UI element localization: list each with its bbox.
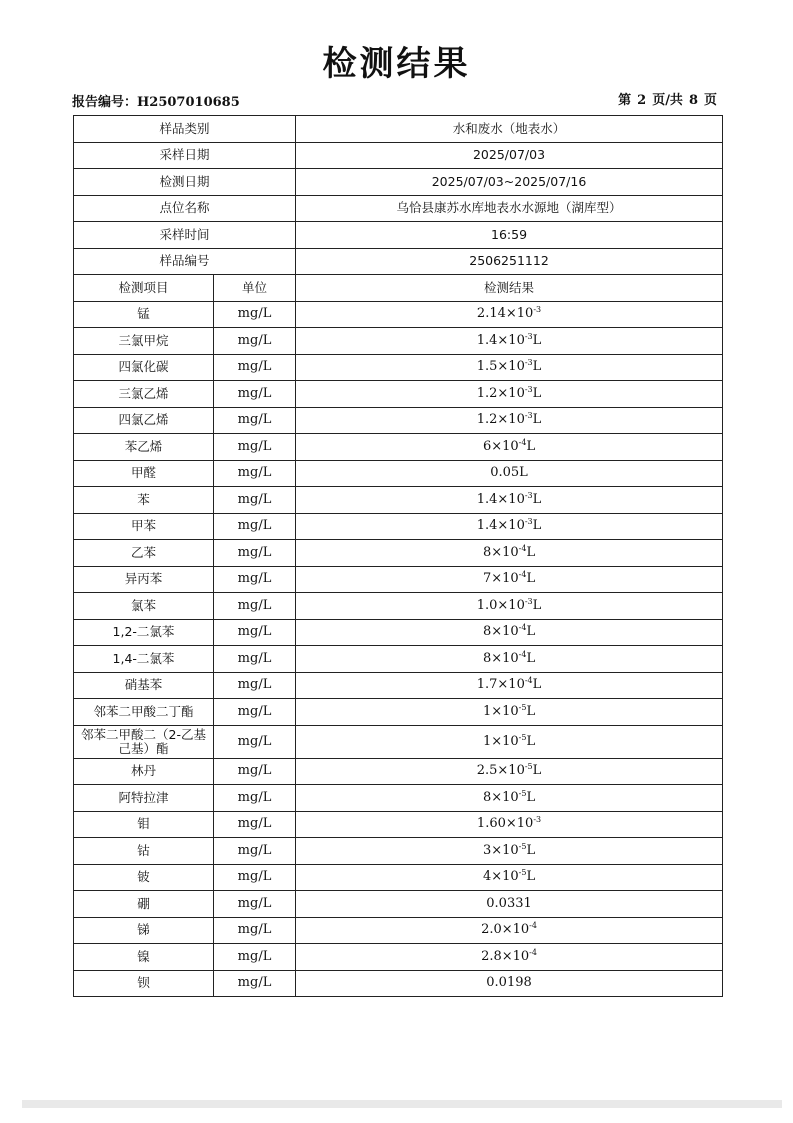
info-label: 样品类别: [74, 116, 296, 143]
result-row: [74, 891, 723, 918]
result-unit: mg/L: [214, 917, 296, 944]
result-row: [74, 838, 723, 865]
info-row: [74, 169, 723, 196]
result-flag: L: [526, 789, 536, 805]
result-flag: L: [526, 869, 536, 885]
result-unit: mg/L: [214, 944, 296, 971]
page-suffix: 页: [703, 93, 717, 108]
result-unit: mg/L: [214, 593, 296, 620]
document-title: 检测结果: [322, 44, 471, 84]
result-row: [74, 513, 723, 540]
result-unit: mg/L: [214, 301, 296, 328]
result-unit: mg/L: [214, 672, 296, 699]
result-mantissa: 4×10: [482, 869, 519, 885]
result-item: 苯: [74, 487, 214, 514]
result-item: 甲苯: [74, 513, 214, 540]
result-flag: L: [532, 518, 542, 534]
result-unit: mg/L: [214, 487, 296, 514]
result-mantissa: 1.60×10: [476, 816, 534, 832]
header-unit: 单位: [214, 275, 296, 302]
result-flag: L: [526, 733, 536, 749]
result-value: [296, 725, 723, 758]
result-mantissa: 1.2×10: [476, 385, 525, 401]
result-table: [73, 115, 723, 997]
result-mantissa: 6×10: [482, 438, 519, 454]
result-exponent: -3: [524, 490, 533, 500]
result-item: 阿特拉津: [74, 785, 214, 812]
info-row: [74, 142, 723, 169]
result-mantissa: 8×10: [482, 624, 519, 640]
info-value: 16:59: [296, 222, 723, 249]
result-value: [296, 646, 723, 673]
result-item: 钡: [74, 970, 214, 997]
result-item: 苯乙烯: [74, 434, 214, 461]
result-value: [296, 513, 723, 540]
result-value: [296, 917, 723, 944]
result-unit: mg/L: [214, 811, 296, 838]
result-exponent: -4: [524, 676, 533, 686]
result-mantissa: 1.7×10: [476, 677, 525, 693]
result-exponent: -3: [533, 815, 542, 825]
info-row: [74, 248, 723, 275]
info-value: 乌恰县康苏水库地表水水源地（湖库型）: [296, 195, 723, 222]
result-item: 邻苯二甲酸二（2-乙基己基）酯: [74, 725, 214, 758]
result-unit: mg/L: [214, 460, 296, 487]
result-unit: mg/L: [214, 540, 296, 567]
result-value: [296, 838, 723, 865]
result-mantissa: 2.0×10: [481, 922, 530, 938]
result-item: 1,4-二氯苯: [74, 646, 214, 673]
result-exponent: -5: [518, 702, 527, 712]
info-label: 检测日期: [74, 169, 296, 196]
result-mantissa: 1×10: [482, 703, 519, 719]
result-mantissa: 2.14×10: [476, 306, 534, 322]
info-value: 水和废水（地表水）: [296, 116, 723, 143]
result-mantissa: 0.05L: [490, 465, 528, 481]
result-row: [74, 540, 723, 567]
result-mantissa: 1.4×10: [476, 491, 525, 507]
result-exponent: -4: [518, 570, 527, 580]
result-flag: L: [532, 677, 542, 693]
info-value: 2025/07/03~2025/07/16: [296, 169, 723, 196]
result-flag: L: [532, 412, 542, 428]
result-value: [296, 699, 723, 726]
result-item: 异丙苯: [74, 566, 214, 593]
result-exponent: -5: [518, 841, 527, 851]
result-mantissa: 8×10: [482, 789, 519, 805]
result-exponent: -3: [533, 305, 542, 315]
result-value: [296, 434, 723, 461]
info-value: 2025/07/03: [296, 142, 723, 169]
result-unit: mg/L: [214, 725, 296, 758]
result-unit: mg/L: [214, 838, 296, 865]
result-mantissa: 1.4×10: [476, 332, 525, 348]
info-label: 样品编号: [74, 248, 296, 275]
result-unit: mg/L: [214, 864, 296, 891]
result-item: 锰: [74, 301, 214, 328]
result-row: [74, 566, 723, 593]
result-exponent: -3: [524, 517, 533, 527]
result-item: 三氯乙烯: [74, 381, 214, 408]
result-mantissa: 1.4×10: [476, 518, 525, 534]
result-row: [74, 811, 723, 838]
result-item: 氯苯: [74, 593, 214, 620]
result-value: [296, 944, 723, 971]
result-row: [74, 699, 723, 726]
result-row: [74, 487, 723, 514]
result-row: [74, 725, 723, 758]
page-mid: 页/共: [652, 93, 683, 108]
result-row: [74, 970, 723, 997]
result-value: [296, 593, 723, 620]
result-mantissa: 8×10: [482, 544, 519, 560]
info-row: [74, 195, 723, 222]
result-exponent: -4: [518, 623, 527, 633]
result-flag: L: [526, 571, 536, 587]
result-exponent: -3: [524, 411, 533, 421]
result-mantissa: 8×10: [482, 650, 519, 666]
result-exponent: -5: [518, 868, 527, 878]
result-row: [74, 917, 723, 944]
result-exponent: -3: [524, 596, 533, 606]
report-number-value: H2507010685: [137, 95, 240, 110]
result-value: [296, 301, 723, 328]
result-value: [296, 407, 723, 434]
result-unit: mg/L: [214, 891, 296, 918]
info-row: [74, 116, 723, 143]
page-indicator: [615, 89, 720, 108]
result-exponent: -5: [524, 762, 533, 772]
result-flag: L: [532, 763, 542, 779]
result-value: [296, 354, 723, 381]
result-table-body: [74, 116, 723, 997]
result-item: 甲醛: [74, 460, 214, 487]
result-row: [74, 672, 723, 699]
result-mantissa: 1×10: [482, 733, 519, 749]
result-exponent: -4: [518, 649, 527, 659]
result-value: [296, 381, 723, 408]
result-flag: L: [532, 359, 542, 375]
result-mantissa: 1.5×10: [476, 359, 525, 375]
result-row: [74, 301, 723, 328]
header-item: 检测项目: [74, 275, 214, 302]
result-exponent: -4: [529, 921, 537, 931]
result-flag: L: [526, 703, 536, 719]
result-value: [296, 540, 723, 567]
result-item: 乙苯: [74, 540, 214, 567]
result-value: [296, 891, 723, 918]
result-exponent: -5: [518, 732, 527, 742]
result-exponent: -3: [524, 358, 533, 368]
page-current: 2: [637, 93, 647, 108]
result-unit: mg/L: [214, 758, 296, 785]
result-exponent: -4: [529, 947, 537, 957]
result-item: 铍: [74, 864, 214, 891]
info-label: 点位名称: [74, 195, 296, 222]
result-row: [74, 758, 723, 785]
result-flag: L: [526, 624, 536, 640]
result-item: 钴: [74, 838, 214, 865]
result-row: [74, 354, 723, 381]
result-value: [296, 758, 723, 785]
result-flag: L: [532, 385, 542, 401]
result-row: [74, 785, 723, 812]
report-number: [72, 91, 240, 110]
result-flag: L: [532, 491, 542, 507]
result-mantissa: 2.5×10: [476, 763, 525, 779]
result-item: 硼: [74, 891, 214, 918]
page-total: 8: [688, 93, 698, 108]
result-mantissa: 0.0331: [486, 895, 532, 911]
result-row: [74, 593, 723, 620]
header-result: 检测结果: [296, 275, 723, 302]
result-exponent: -5: [518, 788, 527, 798]
result-mantissa: 2.8×10: [481, 948, 530, 964]
result-row: [74, 460, 723, 487]
result-row: [74, 864, 723, 891]
result-unit: mg/L: [214, 434, 296, 461]
result-flag: L: [526, 842, 536, 858]
result-flag: L: [526, 544, 536, 560]
result-exponent: -3: [524, 331, 533, 341]
result-row: [74, 944, 723, 971]
info-value: 2506251112: [296, 248, 723, 275]
result-row: [74, 407, 723, 434]
result-value: [296, 970, 723, 997]
result-value: [296, 619, 723, 646]
result-unit: mg/L: [214, 646, 296, 673]
result-item: 钼: [74, 811, 214, 838]
result-item: 锑: [74, 917, 214, 944]
result-row: [74, 619, 723, 646]
result-flag: L: [532, 332, 542, 348]
result-flag: L: [532, 597, 542, 613]
result-value: [296, 328, 723, 355]
info-label: 采样日期: [74, 142, 296, 169]
result-mantissa: 1.0×10: [476, 597, 525, 613]
result-row: [74, 381, 723, 408]
result-value: [296, 460, 723, 487]
result-exponent: -4: [518, 437, 527, 447]
result-item: 四氯化碳: [74, 354, 214, 381]
result-row: [74, 328, 723, 355]
result-item: 邻苯二甲酸二丁酯: [74, 699, 214, 726]
result-row: [74, 646, 723, 673]
result-unit: mg/L: [214, 699, 296, 726]
result-mantissa: 1.2×10: [476, 412, 525, 428]
result-unit: mg/L: [214, 354, 296, 381]
result-unit: mg/L: [214, 619, 296, 646]
result-item: 林丹: [74, 758, 214, 785]
result-unit: mg/L: [214, 566, 296, 593]
result-exponent: -3: [524, 384, 533, 394]
result-unit: mg/L: [214, 381, 296, 408]
result-item: 镍: [74, 944, 214, 971]
result-flag: L: [526, 650, 536, 666]
result-unit: mg/L: [214, 970, 296, 997]
result-unit: mg/L: [214, 513, 296, 540]
result-unit: mg/L: [214, 407, 296, 434]
result-header-row: [74, 275, 723, 302]
report-number-label: 报告编号：: [72, 95, 138, 110]
info-label: 采样时间: [74, 222, 296, 249]
result-item: 硝基苯: [74, 672, 214, 699]
result-unit: mg/L: [214, 328, 296, 355]
result-exponent: -4: [518, 543, 527, 553]
result-mantissa: 7×10: [482, 571, 519, 587]
result-value: [296, 785, 723, 812]
scan-edge: [22, 1100, 782, 1108]
result-flag: L: [526, 438, 536, 454]
result-value: [296, 672, 723, 699]
result-item: 1,2-二氯苯: [74, 619, 214, 646]
page-prefix: 第: [618, 93, 632, 108]
result-value: [296, 811, 723, 838]
result-mantissa: 3×10: [482, 842, 519, 858]
result-value: [296, 566, 723, 593]
result-mantissa: 0.0198: [486, 975, 532, 991]
info-row: [74, 222, 723, 249]
result-item: 四氯乙烯: [74, 407, 214, 434]
result-value: [296, 864, 723, 891]
result-item: 三氯甲烷: [74, 328, 214, 355]
result-unit: mg/L: [214, 785, 296, 812]
result-row: [74, 434, 723, 461]
result-value: [296, 487, 723, 514]
